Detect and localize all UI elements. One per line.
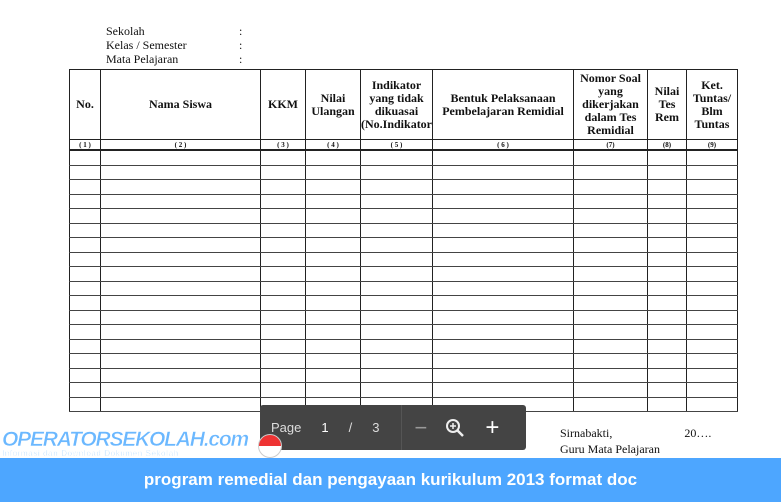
table-cell[interactable] [101,354,261,369]
table-cell[interactable] [648,180,687,195]
table-cell[interactable] [306,165,361,180]
table-cell[interactable] [433,209,574,224]
table-cell[interactable] [361,339,433,354]
table-cell[interactable] [687,354,738,369]
table-row [70,194,738,209]
table-cell[interactable] [261,339,306,354]
table-cell[interactable] [361,383,433,398]
table-cell[interactable] [574,397,648,412]
column-number: (8) [648,140,687,151]
table-cell[interactable] [361,310,433,325]
table-row [70,354,738,369]
table-cell[interactable] [306,150,361,165]
table-cell[interactable] [433,150,574,165]
table-cell[interactable] [70,354,101,369]
column-header: No. [70,70,101,140]
table-cell[interactable] [687,238,738,253]
table-cell[interactable] [306,281,361,296]
table-cell[interactable] [648,150,687,165]
table-cell[interactable] [687,310,738,325]
table-cell[interactable] [101,339,261,354]
table-cell[interactable] [433,296,574,311]
table-cell[interactable] [101,397,261,412]
table-cell[interactable] [687,383,738,398]
table-cell[interactable] [70,296,101,311]
table-cell[interactable] [433,368,574,383]
table-cell[interactable] [648,339,687,354]
table-cell[interactable] [101,325,261,340]
column-number: (9) [687,140,738,151]
table-row [70,150,738,165]
table-cell[interactable] [70,223,101,238]
table-cell[interactable] [687,180,738,195]
table-cell[interactable] [433,310,574,325]
page-separator: / [348,420,353,435]
table-cell[interactable] [361,209,433,224]
table-cell[interactable] [101,209,261,224]
colon: : [239,38,243,52]
table-cell[interactable] [574,281,648,296]
table-cell[interactable] [70,325,101,340]
zoom-out-icon[interactable]: − [414,414,428,440]
table-cell[interactable] [433,281,574,296]
table-cell[interactable] [70,310,101,325]
table-cell[interactable] [306,223,361,238]
table-cell[interactable] [361,267,433,282]
table-cell[interactable] [306,180,361,195]
table-cell[interactable] [70,267,101,282]
table-cell[interactable] [261,238,306,253]
column-header: Nilai Ulangan [306,70,361,140]
table-cell[interactable] [687,397,738,412]
table-cell[interactable] [101,150,261,165]
column-header: KKM [261,70,306,140]
table-cell[interactable] [306,296,361,311]
table-cell[interactable] [687,223,738,238]
table-cell[interactable] [433,325,574,340]
table-cell[interactable] [70,339,101,354]
table-cell[interactable] [648,296,687,311]
table-cell[interactable] [648,267,687,282]
table-cell[interactable] [687,267,738,282]
table-cell[interactable] [261,180,306,195]
table-row [70,223,738,238]
table-cell[interactable] [70,165,101,180]
table-cell[interactable] [101,223,261,238]
table-cell[interactable] [574,150,648,165]
table-cell[interactable] [306,310,361,325]
table-cell[interactable] [687,281,738,296]
table-cell[interactable] [574,252,648,267]
signature-place: Sirnabakti, [560,426,613,440]
table-cell[interactable] [261,325,306,340]
table-cell[interactable] [433,165,574,180]
table-cell[interactable] [433,267,574,282]
table-cell[interactable] [101,180,261,195]
table-row [70,238,738,253]
table-cell[interactable] [306,325,361,340]
pdf-toolbar [260,405,526,450]
table-cell[interactable] [648,383,687,398]
table-cell[interactable] [574,223,648,238]
table-cell[interactable] [433,194,574,209]
table-row [70,267,738,282]
table-cell[interactable] [70,150,101,165]
table-cell[interactable] [648,223,687,238]
table-cell[interactable] [70,368,101,383]
table-cell[interactable] [574,194,648,209]
table-cell[interactable] [687,296,738,311]
table-cell[interactable] [687,150,738,165]
table-cell[interactable] [361,223,433,238]
table-cell[interactable] [574,267,648,282]
table-cell[interactable] [306,238,361,253]
table-cell[interactable] [687,194,738,209]
table-cell[interactable] [261,281,306,296]
column-header: Nomor Soal yang dikerjakan dalam Tes Remidial [574,70,648,140]
table-cell[interactable] [261,252,306,267]
table-cell[interactable] [433,180,574,195]
table-cell[interactable] [361,238,433,253]
table-cell[interactable] [574,180,648,195]
table-cell[interactable] [261,267,306,282]
divider [401,405,402,450]
table-cell[interactable] [574,383,648,398]
label-kelas: Kelas / Semester [106,38,187,52]
caption-bar [0,458,781,502]
caption-text: program remedial dan pengayaan kurikulum 2013 format doc [143,470,638,489]
table-cell[interactable] [361,368,433,383]
table-cell[interactable] [101,267,261,282]
table-row [70,165,738,180]
table-cell[interactable] [433,252,574,267]
table-cell[interactable] [101,252,261,267]
table-cell[interactable] [648,368,687,383]
table-cell[interactable] [687,252,738,267]
table-cell[interactable] [306,194,361,209]
page-label: Page [271,420,302,435]
table-cell[interactable] [306,209,361,224]
column-header: Bentuk Pelaksanaan Pembelajaran Remidial [433,70,574,140]
table-cell[interactable] [101,165,261,180]
table-cell[interactable] [261,368,306,383]
table-cell[interactable] [648,281,687,296]
table-cell[interactable] [687,165,738,180]
table-cell[interactable] [574,238,648,253]
table-row [70,325,738,340]
table-cell[interactable] [361,150,433,165]
table-cell[interactable] [306,252,361,267]
table-cell[interactable] [70,180,101,195]
table-cell[interactable] [648,325,687,340]
table-cell[interactable] [70,383,101,398]
table-cell[interactable] [433,354,574,369]
table-cell[interactable] [648,252,687,267]
column-number: ( 6 ) [433,140,574,151]
document-info [106,24,242,66]
logo-subtitle: Informasi dan Download Dokumen Sekolah [2,449,179,458]
table-cell[interactable] [101,238,261,253]
table-cell[interactable] [361,180,433,195]
table-cell[interactable] [433,223,574,238]
table-cell[interactable] [574,209,648,224]
table-row [70,209,738,224]
remedial-table [69,69,738,412]
table-cell[interactable] [574,339,648,354]
table-cell[interactable] [261,223,306,238]
table-cell[interactable] [361,252,433,267]
colon: : [239,24,243,38]
column-header: Indikator yang tidak dikuasai (No.Indikator [361,70,433,140]
logo-title: OPERATORSEKOLAH.com [2,428,248,451]
table-row [70,180,738,195]
table-cell[interactable] [687,209,738,224]
table-cell[interactable] [306,354,361,369]
table-cell[interactable] [574,165,648,180]
table-cell[interactable] [101,368,261,383]
table-cell[interactable] [101,310,261,325]
signature-role: Guru Mata Pelajaran [560,442,660,456]
table-cell[interactable] [361,281,433,296]
table-cell[interactable] [361,165,433,180]
table-cell[interactable] [574,368,648,383]
table-cell[interactable] [306,339,361,354]
signature-year: 20…. [684,426,712,440]
colon: : [239,52,243,66]
table-cell[interactable] [687,368,738,383]
table-row [70,310,738,325]
table-cell[interactable] [101,194,261,209]
total-pages: 3 [372,420,380,435]
table-cell[interactable] [101,296,261,311]
table-cell[interactable] [70,194,101,209]
table-cell[interactable] [433,383,574,398]
zoom-reset-icon[interactable] [445,418,465,438]
table-cell[interactable] [70,238,101,253]
table-cell[interactable] [261,194,306,209]
table-cell[interactable] [648,194,687,209]
table-cell[interactable] [361,325,433,340]
column-header: Nama Siswa [101,70,261,140]
table-cell[interactable] [574,354,648,369]
table-row [70,252,738,267]
table-cell[interactable] [574,325,648,340]
table-cell[interactable] [261,209,306,224]
table-cell[interactable] [261,150,306,165]
table-cell[interactable] [574,310,648,325]
table-cell[interactable] [648,354,687,369]
table-cell[interactable] [101,281,261,296]
zoom-in-icon[interactable]: + [485,413,500,441]
label-sekolah: Sekolah [106,24,145,38]
column-number: ( 2 ) [101,140,261,151]
label-mapel: Mata Pelajaran [106,52,179,66]
table-cell[interactable] [574,296,648,311]
table-cell[interactable] [70,252,101,267]
site-logo [2,428,248,458]
column-number: ( 4 ) [306,140,361,151]
table-cell[interactable] [433,339,574,354]
table-cell[interactable] [306,368,361,383]
table-cell[interactable] [361,354,433,369]
table-cell[interactable] [687,325,738,340]
table-cell[interactable] [70,209,101,224]
table-cell[interactable] [261,296,306,311]
table-cell[interactable] [261,383,306,398]
column-header: Ket. Tuntas/ Blm Tuntas [687,70,738,140]
table-cell[interactable] [70,281,101,296]
table-cell[interactable] [648,238,687,253]
column-header: Nilai Tes Rem [648,70,687,140]
table-cell[interactable] [648,209,687,224]
table-row [70,383,738,398]
column-number: ( 5 ) [361,140,433,151]
table-cell[interactable] [261,165,306,180]
table-cell[interactable] [361,194,433,209]
table-row [70,281,738,296]
column-number: (7) [574,140,648,151]
table-cell[interactable] [70,397,101,412]
table-cell[interactable] [687,339,738,354]
table-row [70,296,738,311]
signature-block [560,425,711,457]
table-cell[interactable] [648,310,687,325]
table-cell[interactable] [101,383,261,398]
table-cell[interactable] [361,296,433,311]
table-cell[interactable] [261,310,306,325]
table-row [70,339,738,354]
table-cell[interactable] [306,383,361,398]
column-number: ( 1 ) [70,140,101,151]
table-cell[interactable] [648,165,687,180]
column-number: ( 3 ) [261,140,306,151]
flag-badge-icon [258,434,282,458]
table-cell[interactable] [261,354,306,369]
table-cell[interactable] [433,238,574,253]
table-row [70,368,738,383]
table-cell[interactable] [306,267,361,282]
current-page-input[interactable]: 1 [321,420,329,435]
table-cell[interactable] [648,397,687,412]
